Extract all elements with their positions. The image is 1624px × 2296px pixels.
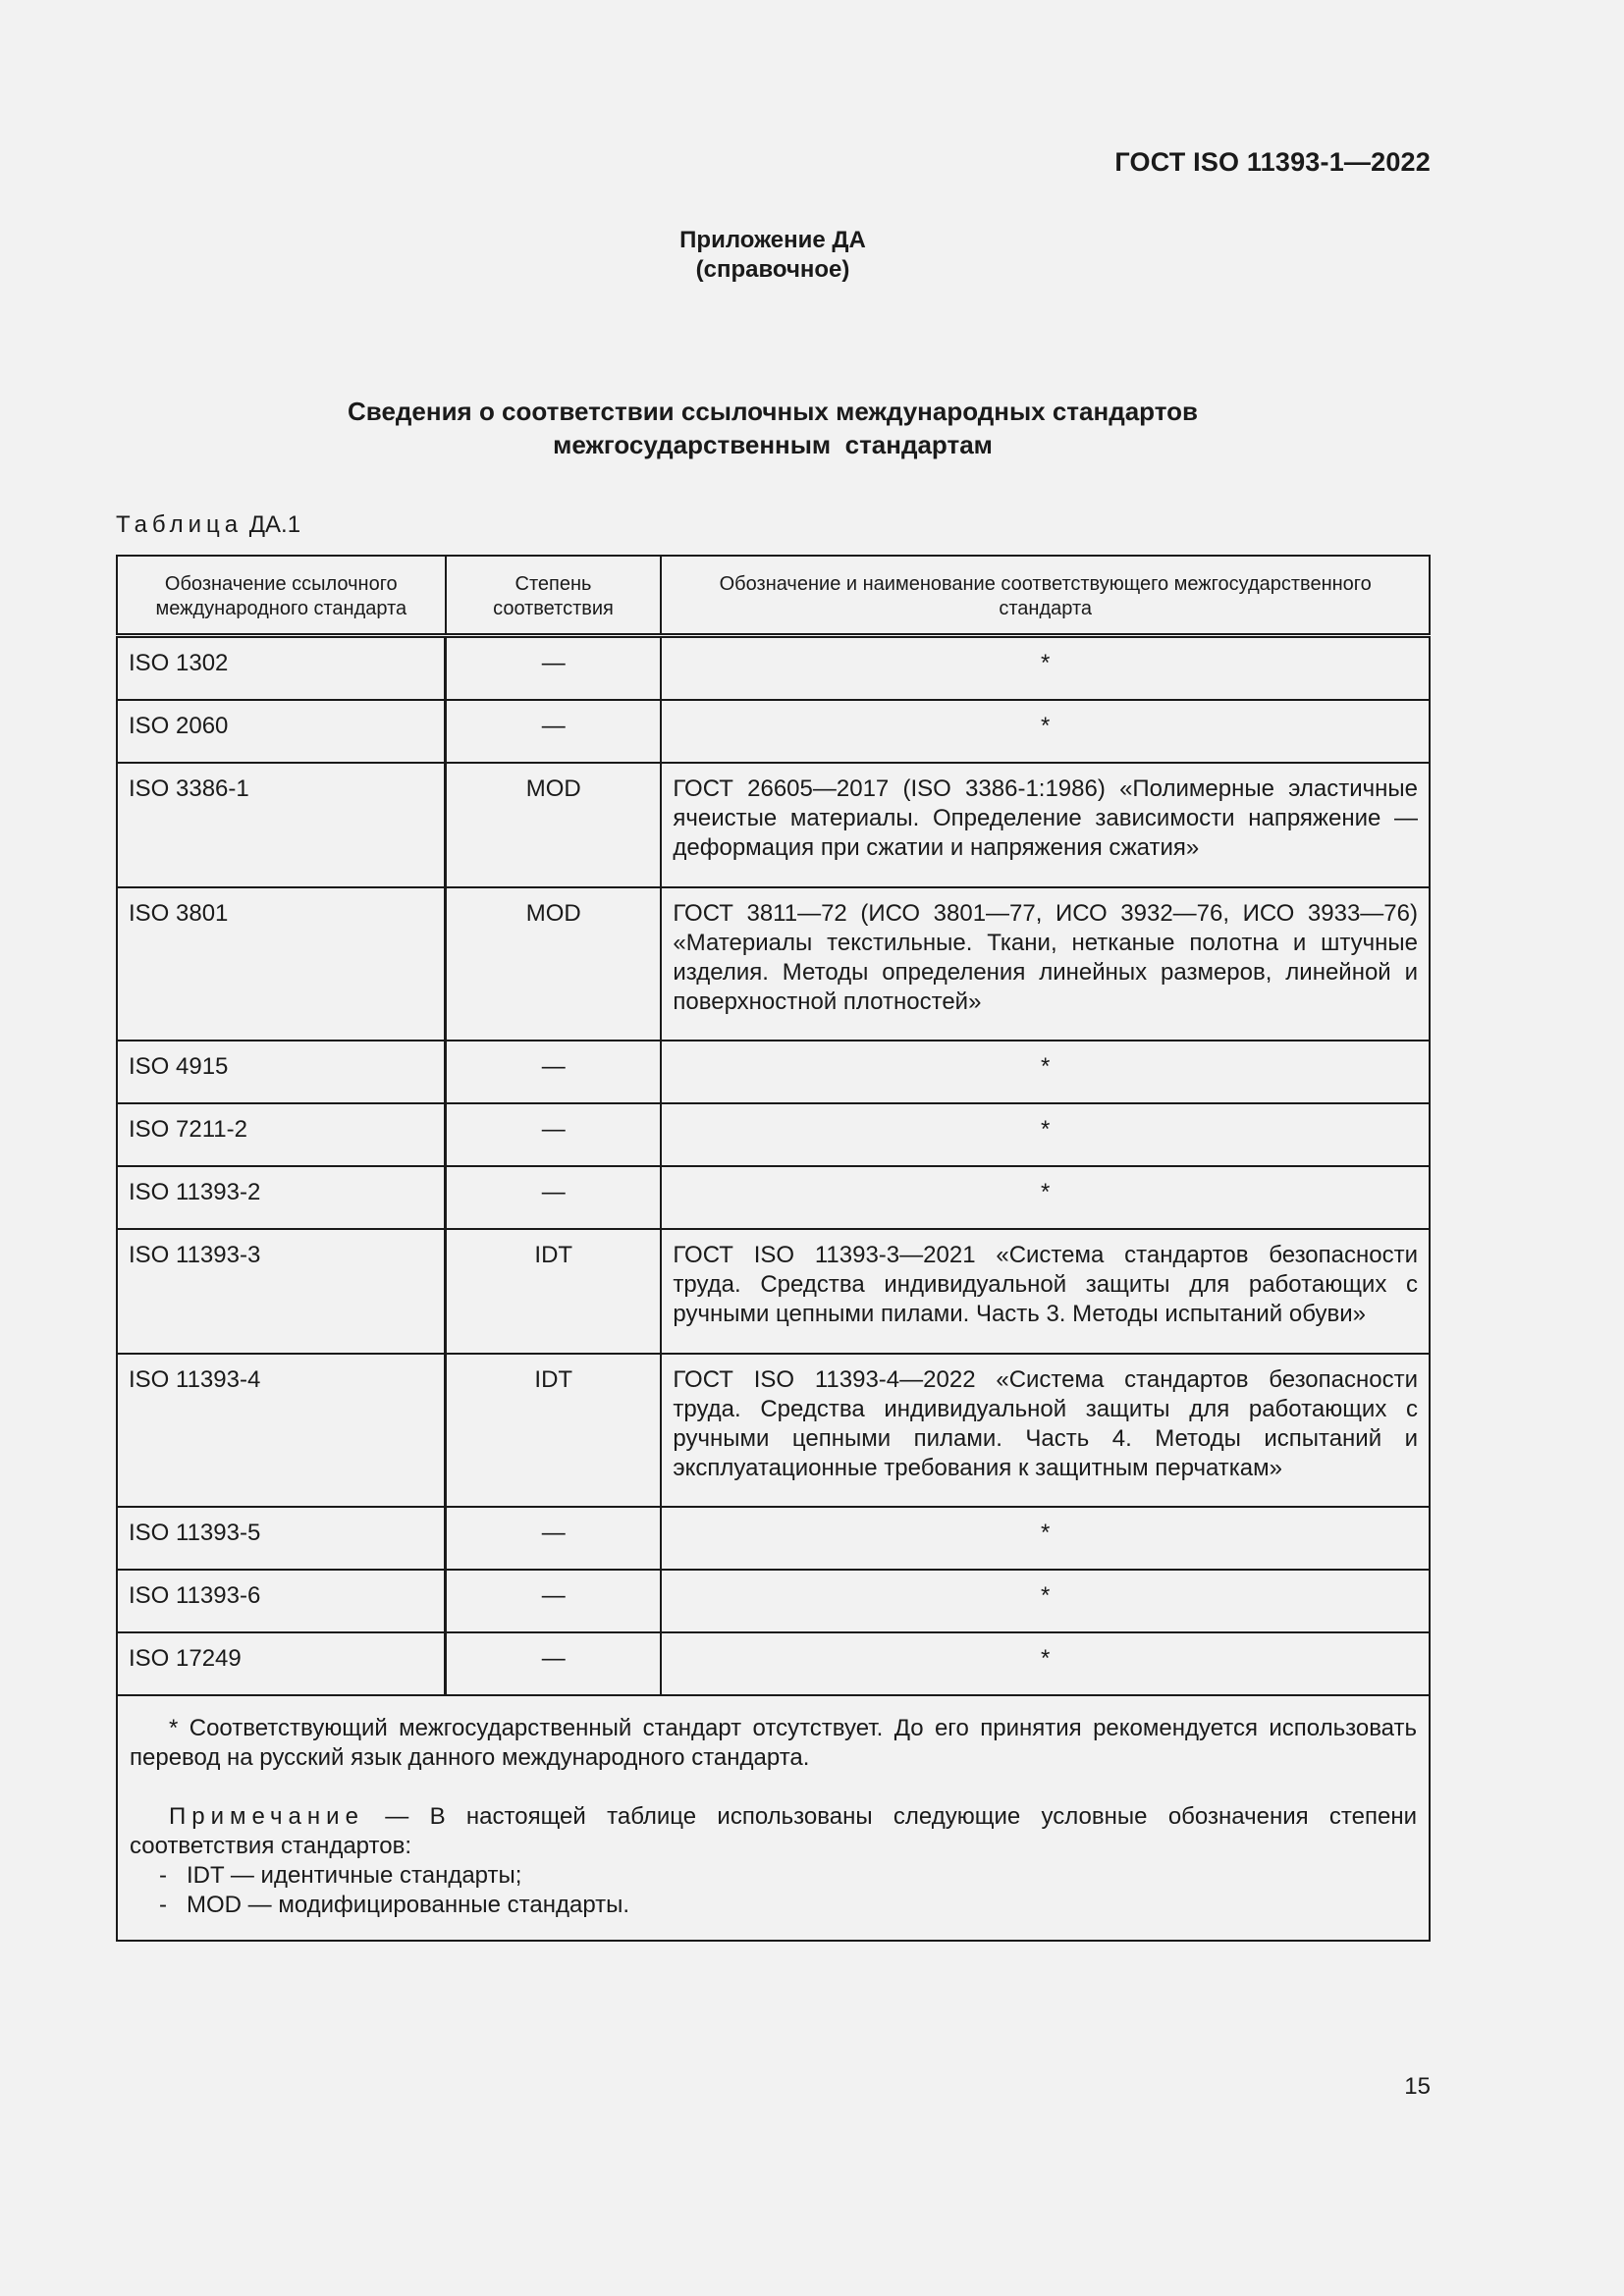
cell-degree: IDT — [446, 1354, 662, 1507]
cell-ref: ISO 11393-4 — [117, 1354, 446, 1507]
table-row — [117, 887, 1430, 1041]
table-caption-word: Таблица — [116, 511, 244, 538]
cell-ref: ISO 2060 — [117, 700, 446, 763]
cell-ref: ISO 11393-5 — [117, 1507, 446, 1570]
table-caption — [116, 511, 300, 539]
appendix-heading — [0, 226, 1545, 285]
cell-ref: ISO 11393-3 — [117, 1229, 446, 1354]
cell-degree: MOD — [446, 763, 662, 887]
cell-standard: * — [661, 1166, 1430, 1229]
section-title-line-2: межгосударственным стандартам — [553, 430, 993, 459]
cell-ref: ISO 17249 — [117, 1632, 446, 1695]
table-row — [117, 636, 1430, 701]
table-row — [117, 1103, 1430, 1166]
cell-ref: ISO 3801 — [117, 887, 446, 1041]
header-degree: Степень соответствия — [446, 556, 662, 636]
note-label: Примечание — [169, 1803, 364, 1830]
cell-ref: ISO 11393-2 — [117, 1166, 446, 1229]
cell-degree: — — [446, 636, 662, 701]
section-title — [0, 395, 1545, 461]
section-title-line-1: Сведения о соответствии ссылочных международных стандартов — [348, 397, 1198, 426]
cell-standard: * — [661, 1041, 1430, 1103]
note-item-idt: - IDT — идентичные стандарты; — [159, 1862, 522, 1889]
table-row — [117, 1507, 1430, 1570]
cell-standard: ГОСТ ISO 11393-4—2022 «Система стандартов безопасности труда. Средства индивидуальной защиты для работающих с ручными цепными пилами. Часть 4. Методы испытаний и эксплуатационные требования к защитным перчаткам» — [661, 1354, 1430, 1507]
cell-degree: — — [446, 1103, 662, 1166]
cell-standard: ГОСТ 26605—2017 (ISO 3386-1:1986) «Полимерные эластичные ячеистые материалы. Определение зависимости напряжение — деформация при сжатии и напряжения сжатия» — [661, 763, 1430, 887]
table-row — [117, 763, 1430, 887]
cell-standard: * — [661, 636, 1430, 701]
cell-degree: — — [446, 1570, 662, 1632]
cell-standard: ГОСТ 3811—72 (ИСО 3801—77, ИСО 3932—76, ИСО 3933—76) «Материалы текстильные. Ткани, нетканые полотна и штучные изделия. Методы определения линейных размеров, линейной и поверхностной плотностей» — [661, 887, 1430, 1041]
table-footnote-row — [117, 1695, 1430, 1941]
cell-degree: IDT — [446, 1229, 662, 1354]
table-footnote-cell — [117, 1695, 1430, 1941]
cell-ref: ISO 11393-6 — [117, 1570, 446, 1632]
table-header-row — [117, 556, 1430, 636]
cell-ref: ISO 1302 — [117, 636, 446, 701]
table-row — [117, 1229, 1430, 1354]
table-caption-number: ДА.1 — [248, 511, 301, 538]
cell-ref: ISO 7211-2 — [117, 1103, 446, 1166]
cell-standard: * — [661, 1632, 1430, 1695]
cell-degree: MOD — [446, 887, 662, 1041]
cell-standard: * — [661, 1570, 1430, 1632]
note-paragraph — [130, 1802, 1417, 1861]
cell-degree: — — [446, 1041, 662, 1103]
appendix-subtitle: (справочное) — [695, 256, 850, 283]
appendix-title: Приложение ДА — [679, 227, 866, 253]
table-row — [117, 1632, 1430, 1695]
table-row — [117, 700, 1430, 763]
table-row — [117, 1570, 1430, 1632]
header-ref-standard: Обозначение ссылочного международного стандарта — [117, 556, 446, 636]
page-number: 15 — [1404, 2073, 1431, 2100]
cell-standard: * — [661, 700, 1430, 763]
table-row — [117, 1166, 1430, 1229]
document-code: ГОСТ ISO 11393-1—2022 — [1114, 147, 1431, 177]
cell-standard: * — [661, 1103, 1430, 1166]
table-row — [117, 1041, 1430, 1103]
cell-degree: — — [446, 1507, 662, 1570]
cell-degree: — — [446, 700, 662, 763]
cell-standard: ГОСТ ISO 11393-3—2021 «Система стандартов безопасности труда. Средства индивидуальной защиты для работающих с ручными цепными пилами. Часть 3. Методы испытаний обуви» — [661, 1229, 1430, 1354]
cell-ref: ISO 3386-1 — [117, 763, 446, 887]
note-item-mod: - MOD — модифицированные стандарты. — [159, 1892, 630, 1918]
standards-table — [116, 555, 1431, 1942]
cell-degree: — — [446, 1166, 662, 1229]
header-interstate-standard: Обозначение и наименование соответствующего межгосударственного стандарта — [661, 556, 1430, 636]
table-row — [117, 1354, 1430, 1507]
note-text: — В настоящей таблице использованы следующие условные обозначения степени соответствия стандартов: — [130, 1803, 1417, 1859]
footnote-text: * Соответствующий межгосударственный стандарт отсутствует. До его принятия рекомендуется использовать перевод на русский язык данного международного стандарта. — [130, 1715, 1417, 1771]
cell-ref: ISO 4915 — [117, 1041, 446, 1103]
cell-degree: — — [446, 1632, 662, 1695]
cell-standard: * — [661, 1507, 1430, 1570]
